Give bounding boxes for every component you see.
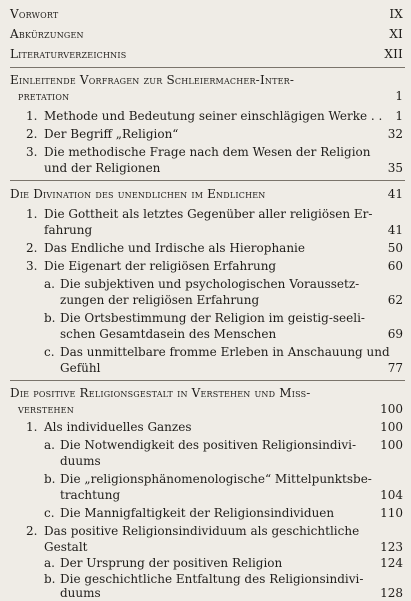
- chapter-title-line: verstehen: [18, 402, 74, 416]
- subentry-title: Die Ortsbestimmung der Religion im geistig-seeli-: [60, 311, 365, 325]
- entry-number: 2.: [26, 524, 38, 538]
- entry-page: 100: [380, 420, 403, 434]
- entry-title: Das Endliche und Irdische als Hierophanie: [44, 241, 305, 255]
- chapter-title-line: Einleitende Vorfragen zur Schleiermacher-Inter-: [10, 73, 295, 87]
- entry-number: 1.: [26, 207, 38, 221]
- subentry-page: 77: [387, 361, 403, 375]
- chapter-page: 1: [395, 89, 403, 103]
- subentry-title: Die „religionsphänomenologische“ Mittelpunktsbe-: [60, 472, 372, 486]
- entry-title: Vorwort: [10, 7, 59, 21]
- subentry-title: Der Ursprung der positiven Religion: [60, 556, 283, 570]
- subentry-title: Die Notwendigkeit des positiven Religionsindivi-: [60, 438, 357, 452]
- subentry-title-cont: zungen der religiösen Erfahrung: [60, 293, 260, 307]
- subentry-page: 69: [387, 327, 403, 341]
- subentry-page: 128: [380, 586, 403, 600]
- entry-page: 41: [387, 223, 403, 237]
- subentry-title-cont: duums: [60, 586, 101, 600]
- entry-title: Die Eigenart der religiösen Erfahrung: [44, 259, 277, 273]
- subentry-letter: a.: [44, 277, 55, 291]
- subentry-page: 104: [380, 488, 403, 502]
- entry-title: Das positive Religionsindividuum als geschichtliche: [44, 524, 360, 538]
- subentry-page: 124: [380, 556, 403, 570]
- chapter-page: 100: [380, 402, 403, 416]
- entry-page: 50: [387, 241, 403, 255]
- entry-page: 35: [387, 161, 403, 175]
- divider: [10, 180, 405, 181]
- entry-page: XII: [384, 47, 403, 61]
- subentry-page: 110: [380, 506, 403, 520]
- entry-page: IX: [389, 7, 403, 21]
- subentry-title: Die Mannigfaltigkeit der Religionsindividuen: [60, 506, 335, 520]
- subentry-title-cont: duums: [60, 454, 101, 468]
- subentry-title: Das unmittelbare fromme Erleben in Anschauung und: [60, 345, 390, 359]
- entry-number: 3.: [26, 145, 38, 159]
- chapter-page: 41: [387, 187, 403, 201]
- divider: [10, 380, 405, 381]
- entry-title: Methode und Bedeutung seiner einschlägigen Werke . .: [44, 109, 383, 123]
- entry-title-cont: und der Religionen: [44, 161, 161, 175]
- chapter-title-line: Die positive Religionsgestalt in Verstehen und Miss-: [10, 386, 311, 400]
- subentry-letter: c.: [44, 506, 55, 520]
- entry-page: 123: [380, 540, 403, 554]
- chapter-title-line: Die Divination des unendlichen im Endlichen: [10, 187, 266, 201]
- subentry-title: Die subjektiven und psychologischen Voraussetz-: [60, 277, 360, 291]
- entry-title: Literaturverzeichnis: [10, 47, 127, 61]
- entry-number: 1.: [26, 420, 38, 434]
- subentry-page: 62: [387, 293, 403, 307]
- entry-title-cont: Gestalt: [44, 540, 88, 554]
- entry-page: 60: [387, 259, 403, 273]
- subentry-title-cont: schen Gesamtdasein des Menschen: [60, 327, 277, 341]
- entry-number: 2.: [26, 127, 38, 141]
- subentry-title-cont: Gefühl: [60, 361, 101, 375]
- chapter-title-line: pretation: [18, 89, 70, 103]
- subentry-letter: b.: [44, 472, 56, 486]
- subentry-letter: c.: [44, 345, 55, 359]
- subentry-letter: b.: [44, 572, 56, 586]
- subentry-letter: a.: [44, 556, 55, 570]
- subentry-title-cont: trachtung: [60, 488, 121, 502]
- entry-title-cont: fahrung: [44, 223, 93, 237]
- entry-title: Die methodische Frage nach dem Wesen der Religion: [44, 145, 371, 159]
- entry-page: XI: [389, 27, 403, 41]
- subentry-title: Die geschichtliche Entfaltung des Religionsindivi-: [60, 572, 364, 586]
- subentry-letter: a.: [44, 438, 55, 452]
- entry-title: Abkürzungen: [10, 27, 84, 41]
- entry-number: 3.: [26, 259, 38, 273]
- entry-title: Die Gottheit als letztes Gegenüber aller religiösen Er-: [44, 207, 373, 221]
- entry-title: Als individuelles Ganzes: [44, 420, 192, 434]
- entry-title: Der Begriff „Religion“: [44, 127, 179, 141]
- entry-number: 1.: [26, 109, 38, 123]
- divider: [10, 67, 405, 68]
- entry-page: 1: [395, 109, 403, 123]
- subentry-letter: b.: [44, 311, 56, 325]
- subentry-page: 100: [380, 438, 403, 452]
- entry-number: 2.: [26, 241, 38, 255]
- entry-page: 32: [387, 127, 403, 141]
